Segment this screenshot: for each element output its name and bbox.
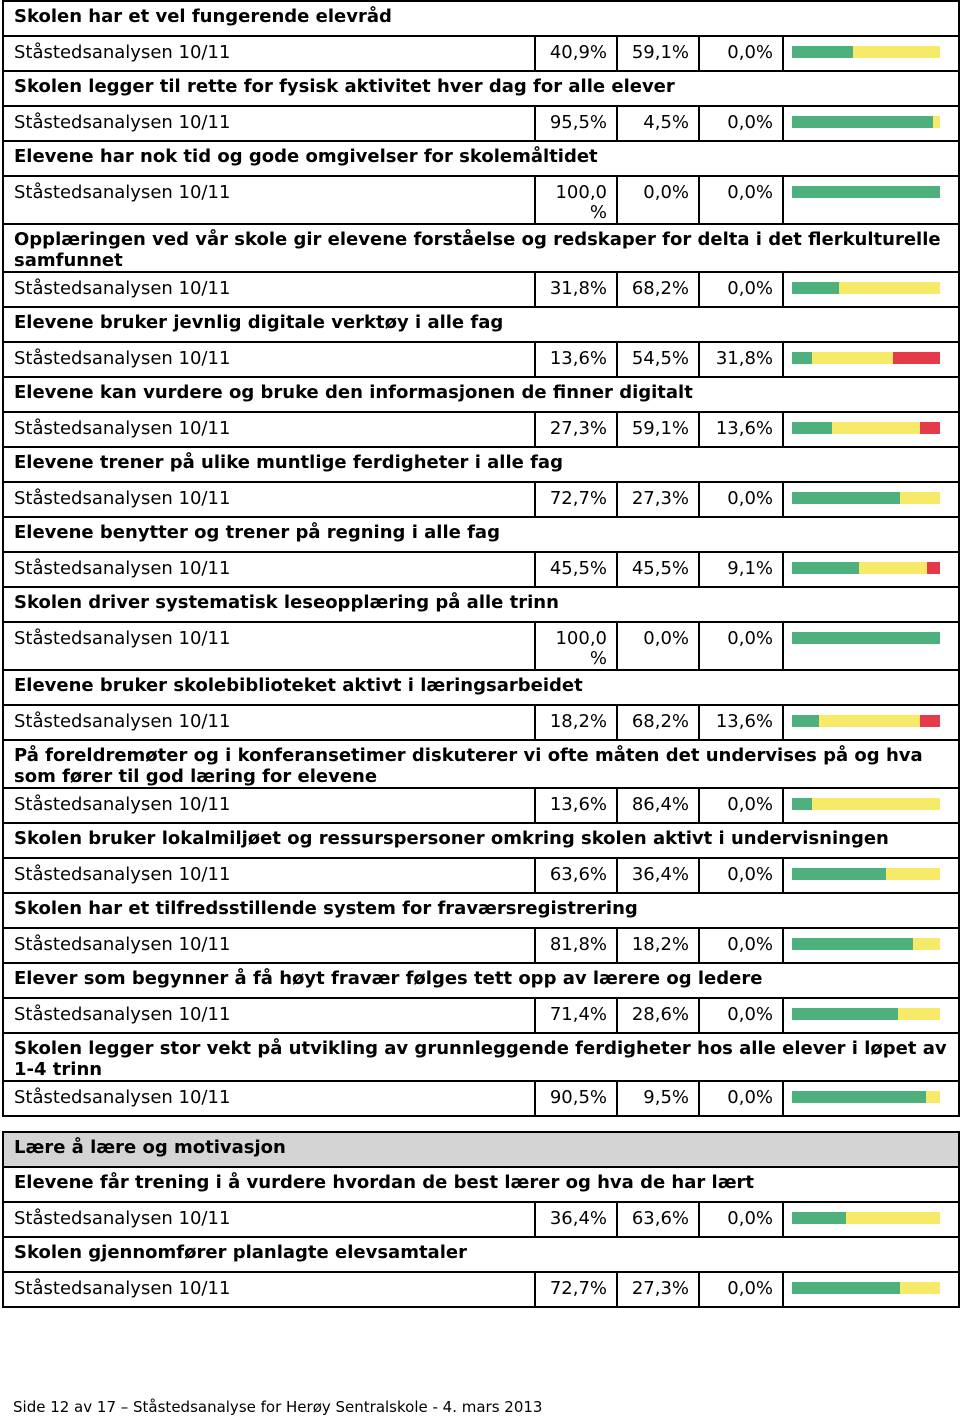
stacked-bar [792,868,940,880]
bar-segment-neutral [812,352,893,364]
bar-segment-neutral [933,116,940,128]
positive-percent: 13,6% [535,788,617,823]
answer-row [3,998,959,1033]
bar-segment-neutral [886,868,940,880]
survey-table-2 [2,1131,960,1308]
question-row [3,71,959,106]
question-text: Skolen driver systematisk leseopplæring på alle trinn [3,587,959,622]
answer-row [3,106,959,141]
section-title: Lære å lære og motivasjon [3,1132,959,1167]
neutral-percent: 54,5% [617,342,699,377]
bar-cell [783,1081,959,1116]
bar-segment-positive [792,562,859,574]
negative-percent: 0,0% [699,998,783,1033]
question-row [3,1033,959,1081]
bar-segment-positive [792,186,940,198]
answer-row [3,342,959,377]
question-text: Opplæringen ved vår skole gir elevene forståelse og redskaper for delta i det flerkulturelle samfunnet [3,224,959,272]
bar-cell [783,1272,959,1307]
neutral-percent: 0,0% [617,622,699,670]
bar-segment-neutral [926,1091,940,1103]
bar-segment-positive [792,1091,926,1103]
neutral-percent: 28,6% [617,998,699,1033]
bar-segment-neutral [898,1008,940,1020]
positive-percent: 100,0 % [535,176,617,224]
answer-row [3,482,959,517]
answer-row [3,622,959,670]
bar-segment-positive [792,632,940,644]
bar-segment-neutral [832,422,919,434]
survey-table-1 [2,0,960,1117]
bar-segment-positive [792,46,853,58]
question-row [3,307,959,342]
source-label: Ståstedsanalysen 10/11 [3,1202,535,1237]
bar-segment-negative [927,562,940,574]
bar-cell [783,482,959,517]
bar-segment-positive [792,868,886,880]
negative-percent: 0,0% [699,928,783,963]
bar-segment-positive [792,492,900,504]
bar-segment-positive [792,798,812,810]
negative-percent: 31,8% [699,342,783,377]
question-row [3,377,959,412]
neutral-percent: 45,5% [617,552,699,587]
stacked-bar [792,46,940,58]
bar-segment-positive [792,422,832,434]
source-label: Ståstedsanalysen 10/11 [3,272,535,307]
question-text: Skolen legger stor vekt på utvikling av grunnleggende ferdigheter hos alle elever i løpet av 1-4 trinn [3,1033,959,1081]
positive-percent: 72,7% [535,1272,617,1307]
source-label: Ståstedsanalysen 10/11 [3,858,535,893]
bar-segment-positive [792,282,839,294]
bar-segment-neutral [900,1282,940,1294]
stacked-bar [792,715,940,727]
question-row [3,670,959,705]
negative-percent: 0,0% [699,176,783,224]
question-text: På foreldremøter og i konferansetimer diskuterer vi ofte måten det undervises på og hva som fører til god læring for elevene [3,740,959,788]
source-label: Ståstedsanalysen 10/11 [3,622,535,670]
source-label: Ståstedsanalysen 10/11 [3,998,535,1033]
question-text: Elevene bruker jevnlig digitale verktøy i alle fag [3,307,959,342]
question-row [3,893,959,928]
bar-cell [783,176,959,224]
negative-percent: 0,0% [699,1081,783,1116]
answer-row [3,36,959,71]
answer-row [3,1272,959,1307]
neutral-percent: 63,6% [617,1202,699,1237]
bar-segment-neutral [913,938,940,950]
stacked-bar [792,422,940,434]
source-label: Ståstedsanalysen 10/11 [3,106,535,141]
bar-cell [783,998,959,1033]
bar-cell [783,788,959,823]
positive-percent: 72,7% [535,482,617,517]
bar-cell [783,342,959,377]
source-label: Ståstedsanalysen 10/11 [3,552,535,587]
bar-cell [783,36,959,71]
bar-cell [783,106,959,141]
positive-percent: 40,9% [535,36,617,71]
question-row [3,1237,959,1272]
section-header-row [3,1132,959,1167]
answer-row [3,788,959,823]
bar-segment-positive [792,352,812,364]
source-label: Ståstedsanalysen 10/11 [3,705,535,740]
source-label: Ståstedsanalysen 10/11 [3,1272,535,1307]
stacked-bar [792,798,940,810]
bar-segment-positive [792,1282,900,1294]
stacked-bar [792,1212,940,1224]
bar-cell [783,622,959,670]
negative-percent: 0,0% [699,858,783,893]
positive-percent: 36,4% [535,1202,617,1237]
source-label: Ståstedsanalysen 10/11 [3,1081,535,1116]
question-row [3,1,959,36]
positive-percent: 71,4% [535,998,617,1033]
question-text: Elevene får trening i å vurdere hvordan de best lærer og hva de har lært [3,1167,959,1202]
neutral-percent: 4,5% [617,106,699,141]
negative-percent: 9,1% [699,552,783,587]
bar-cell [783,928,959,963]
neutral-percent: 27,3% [617,1272,699,1307]
bar-segment-positive [792,1212,846,1224]
neutral-percent: 59,1% [617,36,699,71]
negative-percent: 0,0% [699,1202,783,1237]
answer-row [3,412,959,447]
stacked-bar [792,1091,940,1103]
question-text: Skolen gjennomfører planlagte elevsamtaler [3,1237,959,1272]
question-row [3,823,959,858]
answer-row [3,858,959,893]
negative-percent: 13,6% [699,705,783,740]
neutral-percent: 0,0% [617,176,699,224]
stacked-bar [792,632,940,644]
bar-segment-negative [920,715,940,727]
bar-segment-negative [893,352,940,364]
neutral-percent: 18,2% [617,928,699,963]
negative-percent: 0,0% [699,1272,783,1307]
question-row [3,587,959,622]
positive-percent: 31,8% [535,272,617,307]
stacked-bar [792,352,940,364]
positive-percent: 18,2% [535,705,617,740]
question-row [3,224,959,272]
bar-segment-positive [792,116,933,128]
neutral-percent: 68,2% [617,705,699,740]
positive-percent: 90,5% [535,1081,617,1116]
bar-cell [783,272,959,307]
question-text: Elevene trener på ulike muntlige ferdigheter i alle fag [3,447,959,482]
bar-cell [783,705,959,740]
stacked-bar [792,492,940,504]
question-text: Skolen bruker lokalmiljøet og ressurspersoner omkring skolen aktivt i undervisningen [3,823,959,858]
negative-percent: 13,6% [699,412,783,447]
bar-segment-neutral [839,282,940,294]
source-label: Ståstedsanalysen 10/11 [3,412,535,447]
positive-percent: 13,6% [535,342,617,377]
neutral-percent: 36,4% [617,858,699,893]
stacked-bar [792,116,940,128]
bar-cell [783,1202,959,1237]
bar-cell [783,412,959,447]
bar-cell [783,552,959,587]
stacked-bar [792,1008,940,1020]
source-label: Ståstedsanalysen 10/11 [3,928,535,963]
question-text: Elevene bruker skolebiblioteket aktivt i læringsarbeidet [3,670,959,705]
negative-percent: 0,0% [699,622,783,670]
question-row [3,141,959,176]
bar-segment-neutral [859,562,926,574]
question-text: Skolen har et tilfredsstillende system for fraværsregistrering [3,893,959,928]
negative-percent: 0,0% [699,272,783,307]
source-label: Ståstedsanalysen 10/11 [3,176,535,224]
answer-row [3,272,959,307]
neutral-percent: 27,3% [617,482,699,517]
question-text: Skolen har et vel fungerende elevråd [3,1,959,36]
bar-cell [783,858,959,893]
bar-segment-neutral [812,798,940,810]
neutral-percent: 86,4% [617,788,699,823]
source-label: Ståstedsanalysen 10/11 [3,788,535,823]
question-row [3,963,959,998]
positive-percent: 95,5% [535,106,617,141]
neutral-percent: 59,1% [617,412,699,447]
bar-segment-neutral [900,492,940,504]
bar-segment-positive [792,715,819,727]
stacked-bar [792,938,940,950]
question-row [3,447,959,482]
positive-percent: 27,3% [535,412,617,447]
answer-row [3,552,959,587]
bar-segment-neutral [853,46,940,58]
neutral-percent: 9,5% [617,1081,699,1116]
question-text: Elever som begynner å få høyt fravær følges tett opp av lærere og ledere [3,963,959,998]
bar-segment-neutral [819,715,920,727]
question-row [3,1167,959,1202]
question-text: Elevene kan vurdere og bruke den informasjonen de finner digitalt [3,377,959,412]
question-text: Elevene benytter og trener på regning i alle fag [3,517,959,552]
question-row [3,517,959,552]
positive-percent: 100,0 % [535,622,617,670]
negative-percent: 0,0% [699,36,783,71]
question-row [3,740,959,788]
source-label: Ståstedsanalysen 10/11 [3,482,535,517]
answer-row [3,1202,959,1237]
bar-segment-negative [920,422,940,434]
neutral-percent: 68,2% [617,272,699,307]
answer-row [3,705,959,740]
source-label: Ståstedsanalysen 10/11 [3,36,535,71]
question-text: Skolen legger til rette for fysisk aktivitet hver dag for alle elever [3,71,959,106]
bar-segment-positive [792,1008,898,1020]
stacked-bar [792,282,940,294]
negative-percent: 0,0% [699,482,783,517]
question-text: Elevene har nok tid og gode omgivelser for skolemåltidet [3,141,959,176]
source-label: Ståstedsanalysen 10/11 [3,342,535,377]
stacked-bar [792,186,940,198]
answer-row [3,176,959,224]
positive-percent: 81,8% [535,928,617,963]
stacked-bar [792,562,940,574]
answer-row [3,928,959,963]
positive-percent: 45,5% [535,552,617,587]
bar-segment-positive [792,938,913,950]
negative-percent: 0,0% [699,106,783,141]
stacked-bar [792,1282,940,1294]
positive-percent: 63,6% [535,858,617,893]
answer-row [3,1081,959,1116]
negative-percent: 0,0% [699,788,783,823]
page-footer: Side 12 av 17 – Ståstedsanalyse for Herøy Sentralskole - 4. mars 2013 [13,1398,543,1416]
bar-segment-neutral [846,1212,940,1224]
